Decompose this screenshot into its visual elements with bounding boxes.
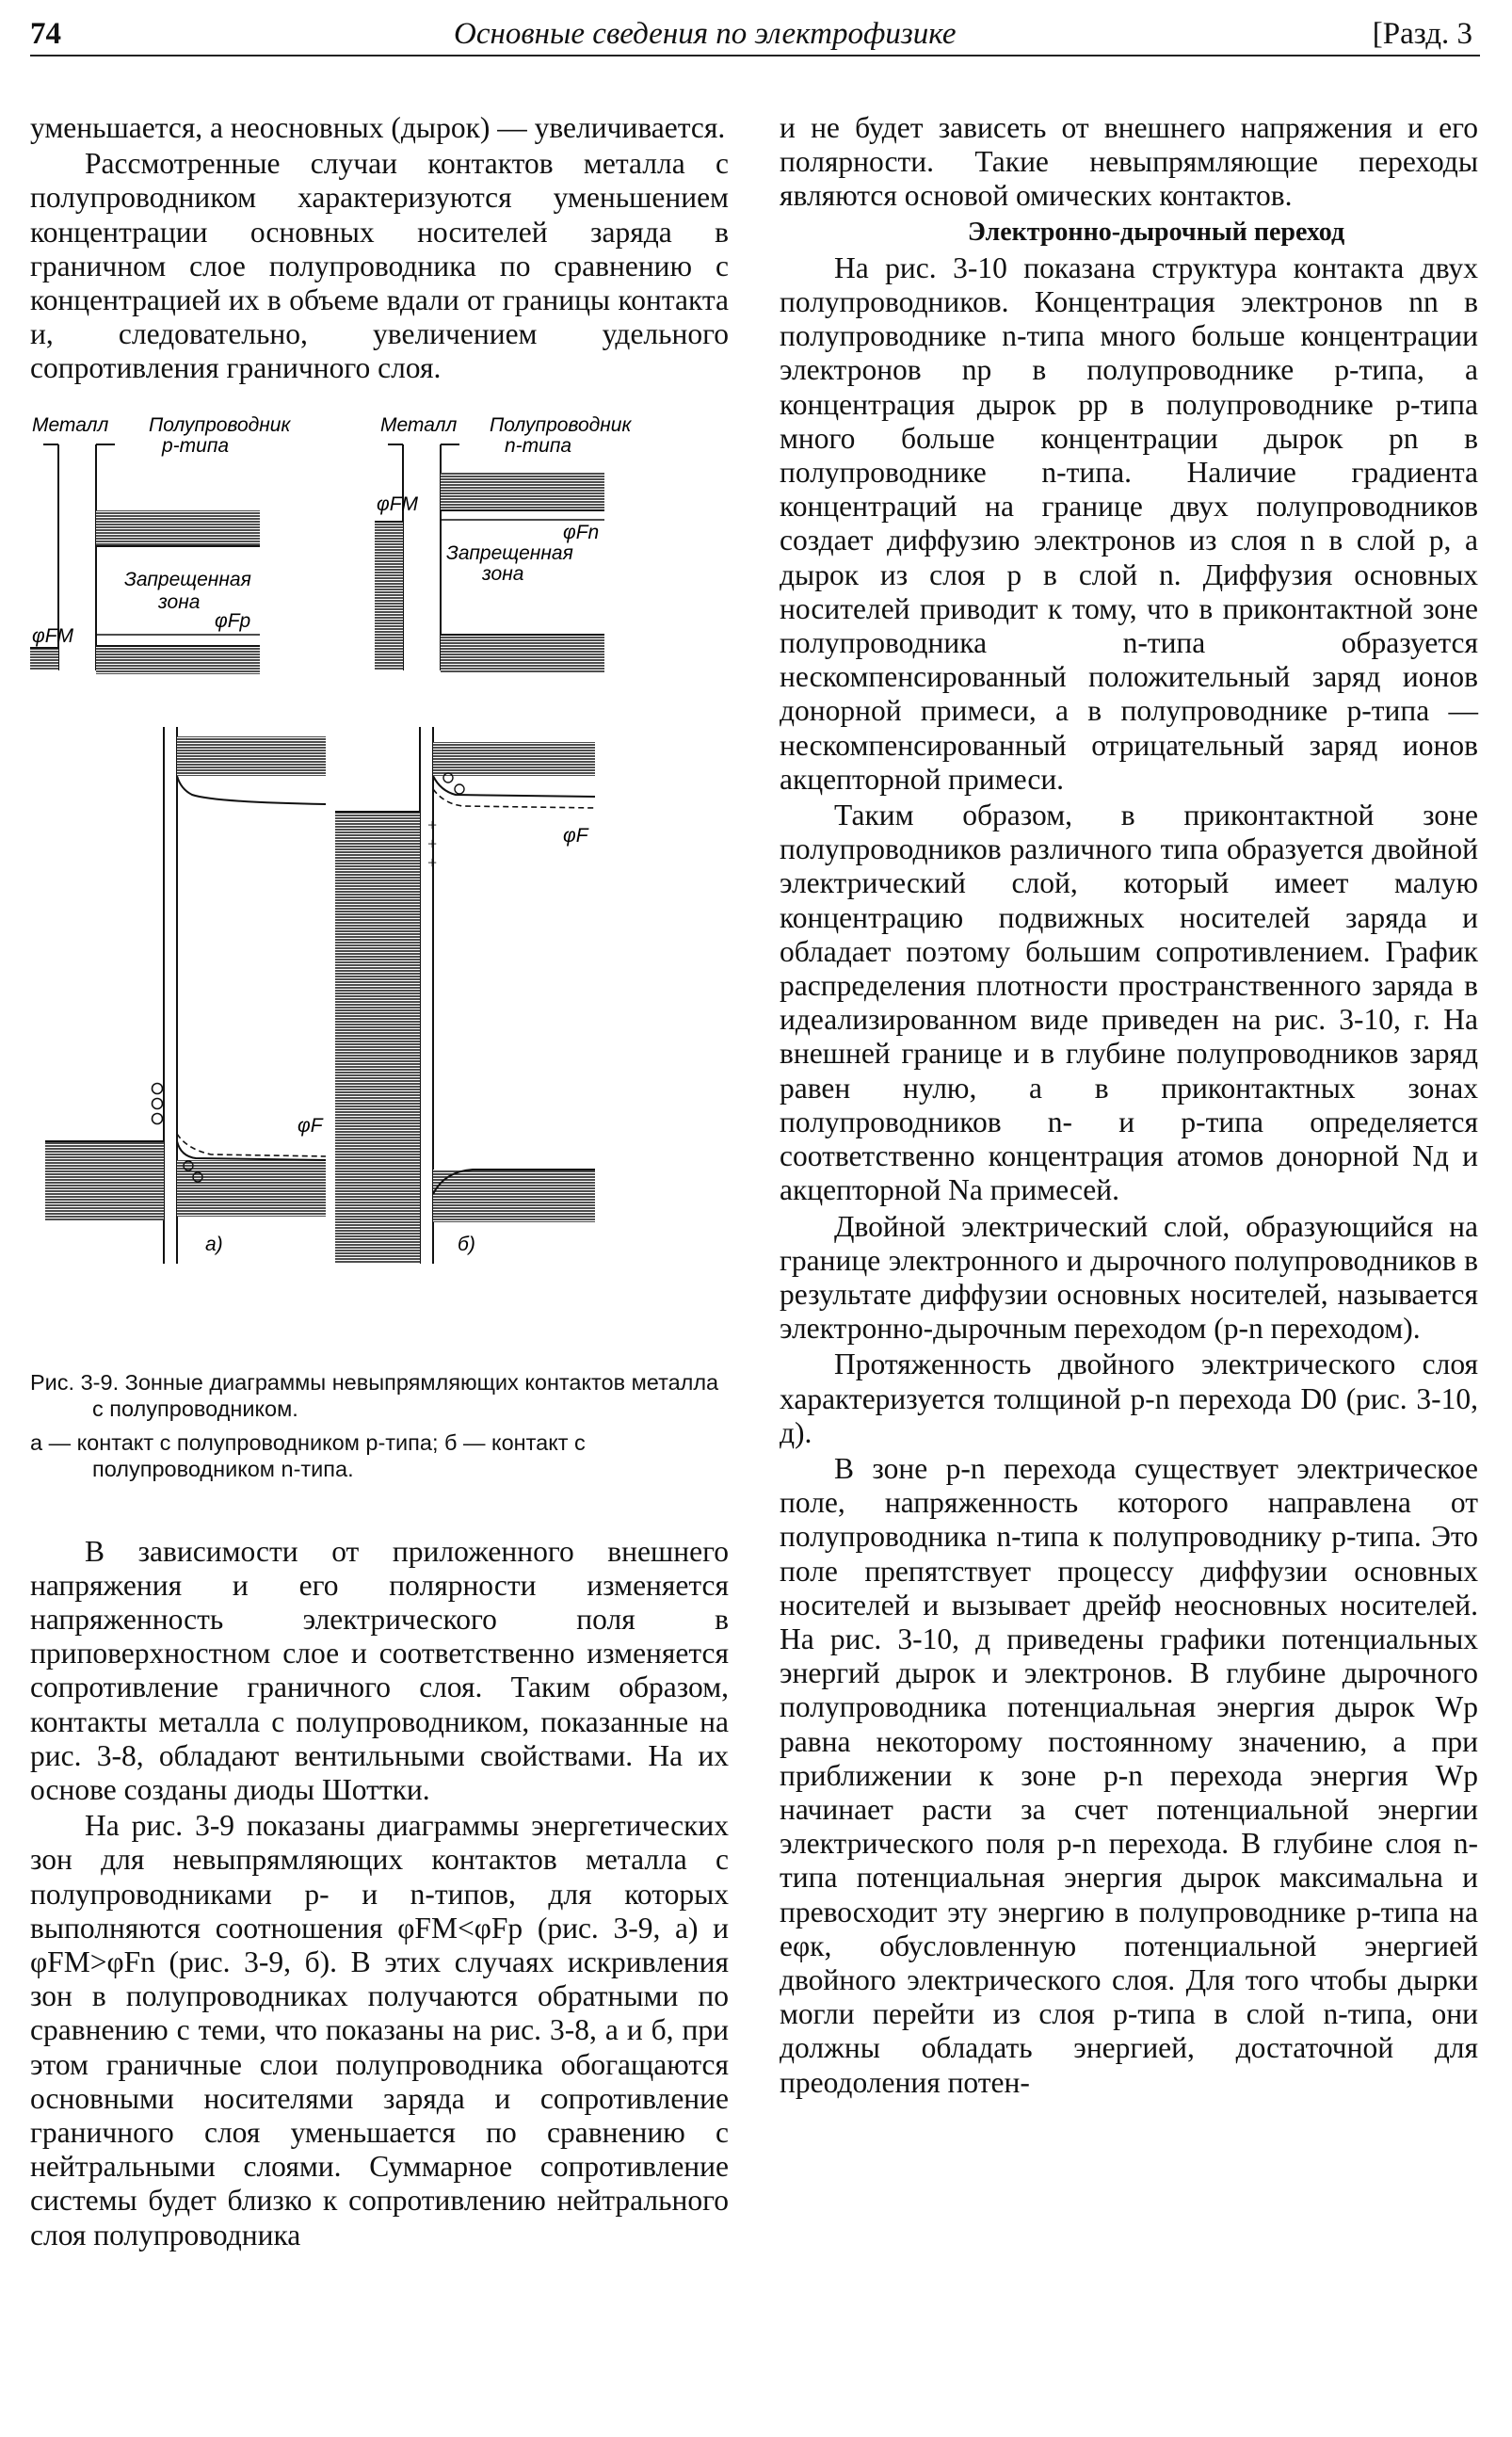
svg-text:+: + <box>427 852 438 872</box>
paragraph: и не будет зависеть от внешнего напряжения и его полярности. Такие невыпрямляющие переходы являются основой омических контактов. <box>780 111 1478 213</box>
caption-legend: а — контакт с полупроводником p-типа; б — контакт с полупроводником n-типа. <box>30 1429 586 1481</box>
label-phi-fp: φFp <box>215 609 251 632</box>
paragraph: Таким образом, в приконтактной зоне полупроводников различного типа образуется двойной электрический слой, который имеет малую концентрацию подвижных носителей заряда и обладает поэтому большим сопротивлением. График распределения плотности пространственного заряда в идеализированном виде приведен на рис. 3-10, г. На внешней границе и в глубине полупроводников заряд равен нулю, а в приконтактных зонах полупроводников n- и p-типа определяется соответственно концентрация атомов донорной Nд и акцепторной Na примесей. <box>780 799 1478 1207</box>
section-label: [Разд. 3 <box>1372 17 1472 51</box>
paragraph: На рис. 3-10 показана структура контакта двух полупроводников. Концентрация электронов nn в полупроводнике n-типа много больше концентрации электронов np в полупроводнике p-типа, а концентрация дырок pp в полупроводнике p-типа много больше концентрации дырок pn в полупроводнике n-типа. Наличие градиента концентраций на границе двух полупроводников создает диффузию электронов из слоя n в слой p, а дырок из слоя p в слой n. Диффузия основных носителей приводит к тому, что в приконтактной зоне полупроводника n-типа образуется нескомпенсированный положительный заряд ионов донорной примеси, а в полупроводнике p-типа — нескомпенсированный отрицательный заряд ионов акцепторной примеси. <box>780 250 1478 796</box>
caption-title: Рис. 3-9. Зонные диаграммы невыпрямляющих контактов металла с полупроводником. <box>30 1369 719 1421</box>
paragraph: Протяженность двойного электрического слоя характеризуется толщиной p-n перехода D0 (рис. 3-10, д). <box>780 1348 1478 1449</box>
page-number: 74 <box>30 17 61 51</box>
running-title: Основные сведения по электрофизике <box>454 17 957 51</box>
label-semi-b-type: n-типа <box>505 434 572 457</box>
label-phi-fm-a: φFM <box>32 624 74 647</box>
label-forbidden-a-1: Запрещенная <box>124 568 251 590</box>
label-semi-a: Полупроводник <box>149 415 291 436</box>
svg-text:+: + <box>427 833 438 853</box>
paragraph: Рассмотренные случаи контактов металла с полупроводником характеризуются уменьшением концентрации основных носителей заряда в граничном слое полупроводника по сравнению с концентрацией их в объеме вдали от границы контакта и, следовательно, увеличением удельного сопротивления граничного слоя. <box>30 147 729 385</box>
svg-text:+: + <box>427 815 438 834</box>
paragraph: На рис. 3-9 показаны диаграммы энергетических зон для невыпрямляющих контактов металла с полупроводниками p- и n-типов, для которых выполняются соотношения φFM<φFp (рис. 3-9, а) и φFM>φFn (рис. 3-9, б). В этих случаях искривления зон в полупроводниках получаются обратными по сравнению с теми, что показаны на рис. 3-8, а и б, при этом граничные слои полупроводника обогащаются основными носителями заряда и сопротивление граничного слоя уменьшается по сравнению с нейтральными слоями. Суммарное сопротивление системы будет близко к сопротивлению нейтрального слоя полупроводника <box>30 1809 729 2251</box>
label-forbidden-b-2: зона <box>482 562 524 585</box>
label-b: б) <box>458 1233 475 1255</box>
label-semi-a-type: p-типа <box>162 434 230 457</box>
section-heading: Электронно-дырочный переход <box>967 217 1345 247</box>
paragraph: уменьшается, а неосновных (дырок) — увеличивается. <box>30 111 726 144</box>
paragraph: В зависимости от приложенного внешнего напряжения и его полярности изменяется напряженность электрического поля в приповерхностном слое и соответственно изменяется сопротивление граничного слоя. Таким образом, контакты металла с полупроводником, показанные на рис. 3-8, обладают вентильными свойствами. На их основе созданы диоды Шоттки. <box>30 1534 729 1807</box>
paragraph: В зоне p-n перехода существует электрическое поле, напряженность которого направлена от полупроводника n-типа к полупроводнику p-типа. Это поле препятствует процессу диффузии основных носителей и вызывает дрейф неосновных носителей. На рис. 3-10, д приведены графики потенциальных энергий дырок и электронов. В глубине дырочного полупроводника потенциальная энергия дырок Wp равна некоторому постоянному значению, а при приближении к зоне p-n перехода энергия Wp начинает расти за счет потенциальной энергии электрического поля p-n перехода. В глубине слоя n-типа потенциальная энергия дырок максимальна и превосходит эту энергию в полупроводнике p-типа на eφк, обусловленную потенциальной энергией двойного электрического слоя. Для того чтобы дырки могли перейти из слоя p-типа в слой n-типа, они должны обладать энергией, достаточной для преодоления потен- <box>780 1451 1478 2099</box>
figure-3-9 <box>30 416 729 1509</box>
label-phi-fn: φFn <box>563 521 600 543</box>
paragraph: Двойной электрический слой, образующийся на границе электронного и дырочного полупроводников в результате диффузии основных носителей, называется электронно-дырочным переходом (p-n переходом). <box>780 1209 1478 1346</box>
right-column <box>780 111 1478 2100</box>
label-semi-b: Полупроводник <box>490 415 632 436</box>
label-phi-f-b: φF <box>563 824 588 847</box>
left-column <box>30 111 729 2252</box>
label-phi-fm-b: φFM <box>377 492 419 515</box>
label-phi-f-a: φF <box>298 1114 323 1137</box>
label-metal-a: Металл <box>32 415 109 436</box>
page-header <box>30 13 1480 56</box>
label-metal-b: Металл <box>380 415 458 436</box>
label-a: а) <box>205 1233 223 1255</box>
label-forbidden-a-2: зона <box>158 590 201 613</box>
label-forbidden-b-1: Запрещенная <box>446 541 573 564</box>
figure-caption <box>30 1369 729 1482</box>
band-diagram <box>30 416 729 1367</box>
